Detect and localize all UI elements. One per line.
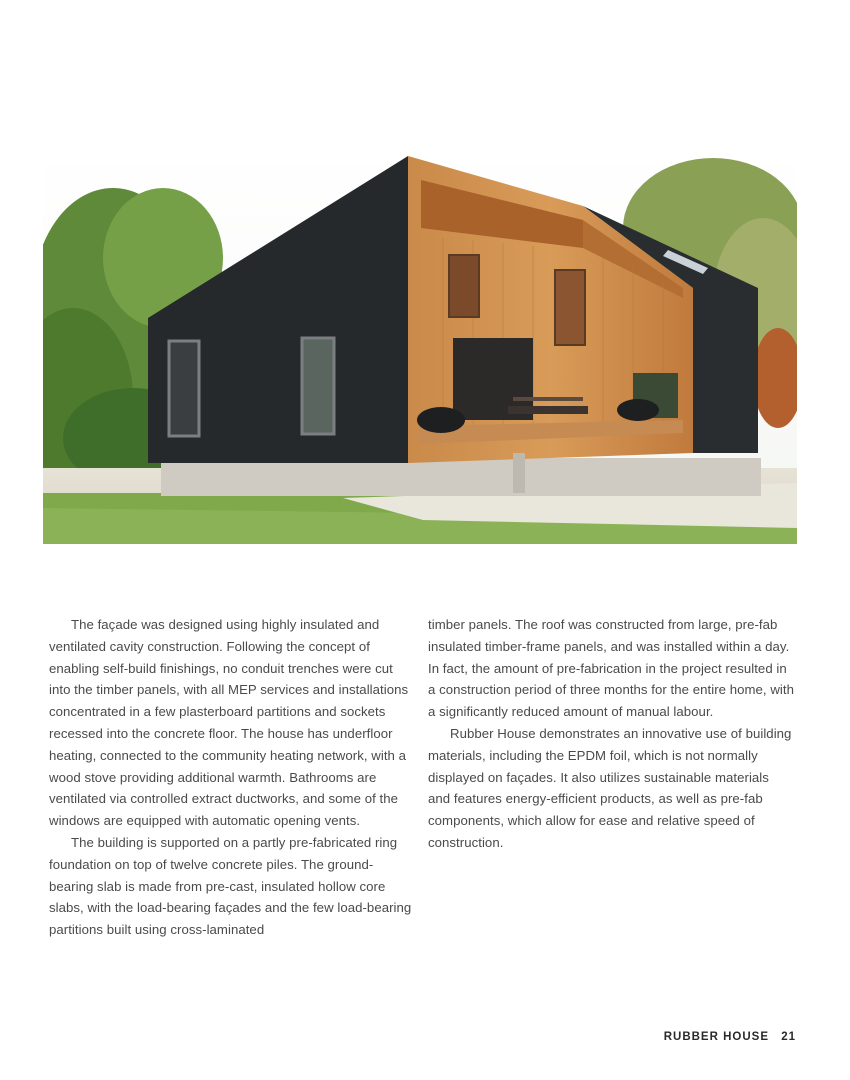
page-number: 21 <box>781 1031 796 1043</box>
article-column-left <box>49 614 413 941</box>
paragraph: The façade was designed using highly insulated and ventilated cavity construction. Following the concept of enabling self-build finishings, no conduit trenches were cut into the timber panels, with all MEP services and installations concentrated in a few plasterboard partitions and sockets recessed into the concrete floor. The house has underfloor heating, connected to the community heating network, with a wood stove providing additional warmth. Bathrooms are ventilated via controlled extract ductworks, and some of the windows are equipped with automatic opening vents. <box>49 617 409 829</box>
paragraph: Rubber House demonstrates an innovative use of building materials, including the EPDM foil, which is not normally displayed on façades. It also utilizes sustainable materials and features energy-efficient products, as well as pre-fab components, which allow for ease and relative speed of construction. <box>428 725 792 850</box>
house-photo <box>43 148 797 544</box>
running-title: RUBBER HOUSE <box>663 1031 769 1043</box>
article-column-right <box>428 614 794 854</box>
paragraph: The building is supported on a partly pre-fabricated ring foundation on top of twelve concrete piles. The ground-bearing slab is made from pre-cast, insulated hollow core slabs, with the load-bearing façades and the few load-bearing partitions built using cross-laminated <box>49 834 412 938</box>
paragraph: timber panels. The roof was constructed from large, pre-fab insulated timber-frame panels, and was installed within a day. In fact, the amount of pre-fabrication in the project resulted in a construction period of three months for the entire home, with a significantly reduced amount of manual labour. <box>428 617 794 720</box>
page-footer <box>664 1031 796 1043</box>
